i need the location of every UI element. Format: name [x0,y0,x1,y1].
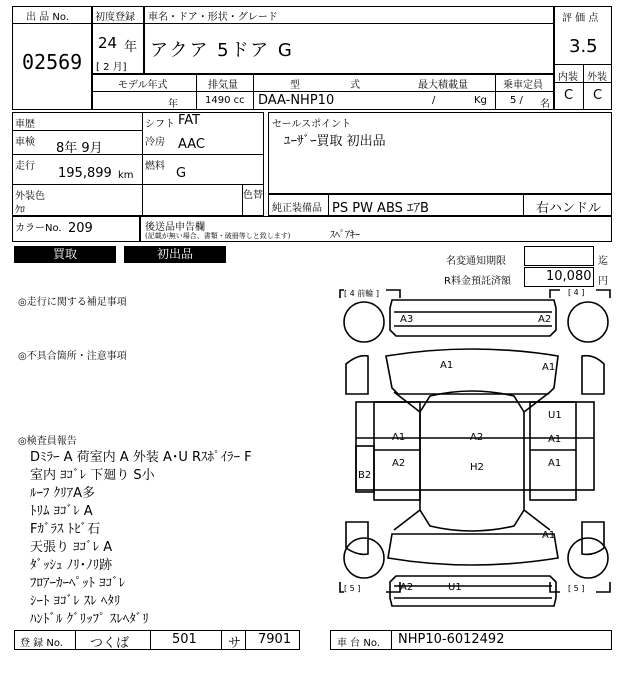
standard-equipment-value: PS PW ABS ｴｱB [332,201,429,216]
driving-notes-label: ◎走行に関する補足事項 [18,297,127,308]
color-no-label: カラーNo. [15,223,62,234]
mark-right-front-fender: A1 [542,362,556,373]
mark-right-front-door: A1 [548,434,562,445]
interior-grade: C [564,88,574,103]
fuel-label: 燃料 [145,161,165,172]
plate-label: 登 録 No. [20,638,63,649]
mark-front-bumper-left: A3 [400,314,414,325]
chassis-label: 車 台 No. [337,638,380,649]
exterior-grade: C [593,88,603,103]
mark-left-front-door: A1 [392,432,406,443]
first-reg-label: 初度登録 [95,12,135,23]
seats-value: 5 / [510,95,523,106]
capacity-slash: / [432,95,436,106]
tire-label-front-left: [ 4 前輪 ] [344,289,379,298]
capacity-unit: Kg [474,95,487,106]
exterior-color-value: ｸﾛ [15,205,25,216]
mark-front-bumper-right: A2 [538,314,552,325]
hood [386,349,558,394]
model-year-label: モデル年式 [118,80,168,91]
name-change-label: 名変通知期限 [446,256,506,267]
mark-rear-bumper-center: U1 [448,582,462,593]
mark-hood: A1 [440,360,454,371]
displacement-label: 排気量 [208,80,238,91]
first-reg-year-unit: 年 [124,40,138,55]
chassis-number: NHP10-6012492 [398,632,505,647]
car-name-label: 車名・ドア・形状・グレード [148,12,278,23]
exterior-label: 外装 [587,72,607,83]
report-line: 室内 ﾖｺﾞﾚ 下廻り S小 [30,468,155,483]
tailgate-left [356,446,374,492]
model-year-unit: 年 [168,99,178,110]
aircon-label: 冷房 [145,137,165,148]
details-h2 [12,154,264,155]
type-label-2: 式 [350,80,360,91]
fuel-value: G [176,166,187,181]
mark-rear-bumper-left: A2 [400,582,414,593]
mark-roof: A2 [470,432,484,443]
sales-point-value: ﾕｰｻﾞｰ買取 初出品 [284,134,386,149]
left-doors [374,402,420,500]
lot-number: 02569 [22,50,83,74]
front-bumper [390,300,556,336]
tire-label-rear-right: [ 5 ] [568,584,585,593]
rear-bumper [390,576,556,606]
mark-right-rear-fender: A1 [542,530,556,541]
plate-kana: サ [228,636,242,651]
tire-front-left [344,302,384,342]
aircon-value: AAC [178,137,205,152]
standard-equipment-label: 純正装備品 [272,203,322,214]
report-line: Dﾐﾗｰ A 荷室内 A 外装 A･U Rｽﾎﾟｲﾗｰ F [30,450,252,465]
left-front-fender [346,356,368,394]
exterior-color-label: 外装色 [15,191,45,202]
grade-vdivider [583,64,584,110]
name-change-field [524,246,594,266]
details-h3 [12,184,264,185]
report-line: ﾌﾛｱｰｶｰﾍﾟｯﾄ ﾖｺﾞﾚ [30,576,126,591]
mark-tailgate: B2 [358,470,372,481]
first-listing-badge: 初出品 [124,246,226,263]
type-label: 型 [290,80,300,91]
rating-label: 評 価 点 [562,13,599,24]
defects-label: ◎不具合箇所・注意事項 [18,351,127,362]
displacement-value: 1490 cc [205,95,245,106]
sales-point-label: セールスポイント [272,119,352,130]
plate-number: 7901 [258,632,292,647]
roof [420,391,524,531]
mileage-value: 195,899 [58,166,112,181]
car-damage-diagram [338,286,612,628]
tire-rear-left [344,538,384,578]
tire-label-front-right: [ 4 ] [568,288,585,297]
first-reg-month: [ 2 月] [96,62,127,73]
shift-value: FAT [178,113,201,128]
tire-label-rear-left: [ 5 ] [344,584,361,593]
type-value: DAA-NHP10 [258,93,335,108]
report-line: ｼｰﾄ ﾖｺﾞﾚ ｽﾚ ﾍﾀﾘ [30,594,121,609]
capacity-label: 最大積載量 [418,80,468,91]
mark-right-front-door-upper: U1 [548,410,562,421]
spare-key: ｽﾍﾟｱｷｰ [330,230,360,241]
inspection-value: 8年 9月 [56,141,103,156]
rating-value: 3.5 [569,36,598,57]
recycle-unit: 円 [598,276,608,287]
inspector-report-label: ◎検査員報告 [18,436,77,447]
steering-value: 右ハンドル [536,201,602,216]
right-front-fender [582,356,604,394]
aftermarket-note: (記載が無い場合、書類・破冊等しと致します) [145,232,291,240]
tire-rear-right [568,538,608,578]
mark-roof-lower: H2 [470,462,484,473]
report-line: ﾊﾝﾄﾞﾙ ｸﾞﾘｯﾌﾟ ｽﾚﾍﾀﾞﾘ [30,612,149,627]
lot-label: 出 品 No. [26,12,69,23]
interior-label: 内装 [558,72,578,83]
aftermarket-label: 後送品申告欄 [145,222,205,233]
name-change-suffix: 迄 [598,256,608,267]
seats-label: 乗車定員 [503,80,543,91]
color-change-label: 色替 [243,190,263,201]
report-line: Fｶﾞﾗｽ ﾄﾋﾞ石 [30,522,101,537]
details-h1 [12,130,142,131]
mark-left-rear-door: A2 [392,458,406,469]
report-line: ﾙｰﾌ ｸﾘｱA多 [30,486,96,501]
first-reg-year: 24 [98,34,118,52]
report-line: 天張り ﾖｺﾞﾚ A [30,540,113,555]
mileage-unit: km [118,170,134,181]
color-no-value: 209 [68,221,93,236]
mileage-label: 走行 [15,161,35,172]
history-label: 車歴 [15,119,35,130]
inspection-label: 車検 [15,137,35,148]
shift-label: シフト [145,119,175,130]
plate-area: つくば [90,636,130,651]
mark-right-rear-door: A1 [548,458,562,469]
seats-unit: 名 [540,99,550,110]
recycle-amount: 10,080 [546,269,592,284]
recycle-label: R料金預託済額 [444,276,511,287]
report-line: ﾀﾞｯｼｭ ﾉﾘ･ﾉﾘ跡 [30,558,113,573]
plate-class: 501 [172,632,197,647]
tire-front-right [568,302,608,342]
report-line: ﾄﾘﾑ ﾖｺﾞﾚ A [30,504,93,519]
buy-badge: 買取 [14,246,116,263]
car-name: アクア 5ドア G [150,40,294,61]
trunk [388,534,558,565]
